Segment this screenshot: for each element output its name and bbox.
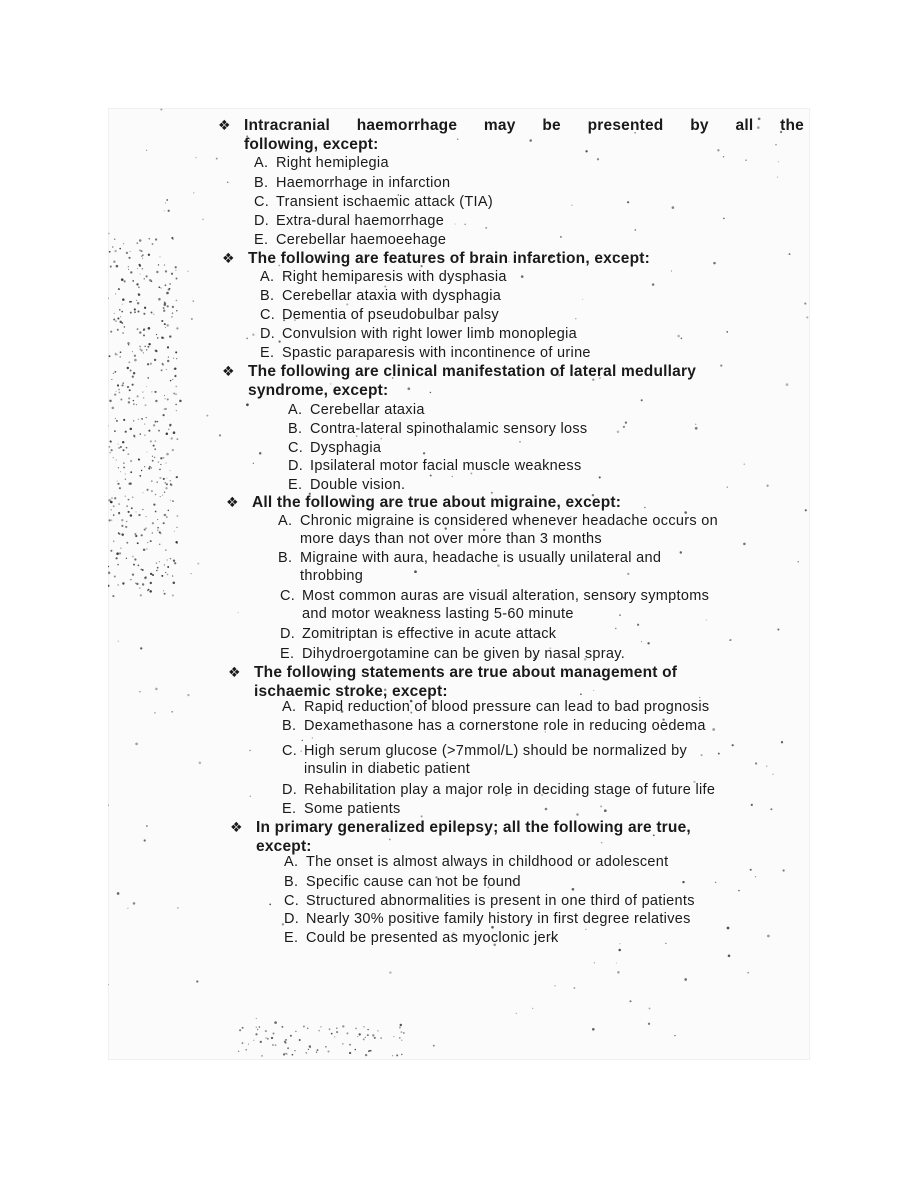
option-letter: E. <box>284 930 299 946</box>
option-letter: B. <box>254 175 269 191</box>
question-1-stem-line-2: following, except: <box>244 136 379 153</box>
question-4-option-d <box>280 625 556 643</box>
question-2 <box>222 249 808 268</box>
option-text: Cerebellar ataxia with dysphagia <box>282 288 502 304</box>
option-letter: A. <box>282 699 297 715</box>
question-5 <box>228 663 794 701</box>
question-5-option-b <box>282 717 706 735</box>
option-text: Some patients <box>304 801 401 817</box>
option-text: Most common auras are visual alteration, sensory symptoms <box>302 588 710 604</box>
option-text-cont: insulin in diabetic patient <box>304 761 471 777</box>
question-6-stem-line-2: except: <box>256 838 312 855</box>
option-letter: A. <box>284 854 299 870</box>
bullet-icon: ❖ <box>222 363 235 379</box>
option-letter: B. <box>278 550 293 566</box>
option-text: Dihydroergotamine can be given by nasal spray. <box>302 646 626 662</box>
question-5-option-a <box>282 698 709 716</box>
option-text: Double vision. <box>310 477 406 493</box>
question-2-stem-line-1: The following are features of brain infarction, except: <box>248 250 651 267</box>
question-4-option-a <box>278 512 718 548</box>
question-6-option-e <box>284 929 559 947</box>
option-text: Zomitriptan is effective in acute attack <box>302 626 557 642</box>
option-text: Could be presented as myoclonic jerk <box>306 930 559 946</box>
option-letter: B. <box>284 874 299 890</box>
option-text: Chronic migraine is considered whenever headache occurs on <box>300 513 718 529</box>
option-text: Right hemiplegia <box>276 155 389 171</box>
question-5-stem-line-1: The following statements are true about management of <box>254 664 678 681</box>
option-letter: A. <box>278 513 293 529</box>
question-4-option-b <box>278 549 661 585</box>
question-4-option-e <box>280 645 625 663</box>
option-text: Nearly 30% positive family history in first degree relatives <box>306 911 691 927</box>
option-text: Haemorrhage in infarction <box>276 175 451 191</box>
option-letter: E. <box>282 801 297 817</box>
option-text: The onset is almost always in childhood or adolescent <box>306 854 669 870</box>
question-4 <box>226 493 802 512</box>
option-letter: B. <box>260 288 275 304</box>
question-1-option-d <box>254 212 444 230</box>
question-3-option-e <box>288 476 405 494</box>
option-letter: C. <box>254 194 270 210</box>
question-1-option-c <box>254 193 493 211</box>
option-text: High serum glucose (>7mmol/L) should be normalized by <box>304 743 688 759</box>
option-letter: A. <box>288 402 303 418</box>
scanned-page <box>108 108 810 1060</box>
option-letter: A. <box>260 269 275 285</box>
question-5-option-d <box>282 781 715 799</box>
option-text: Structured abnormalities is present in one third of patients <box>306 893 695 909</box>
question-6-stem-line-1: In primary generalized epilepsy; all the following are true, <box>256 819 691 836</box>
option-text: Migraine with aura, headache is usually unilateral and <box>300 550 662 566</box>
option-letter: C. <box>282 743 298 759</box>
question-1-option-b <box>254 174 450 192</box>
question-3-stem-line-2: syndrome, except: <box>248 382 389 399</box>
question-1 <box>218 116 804 154</box>
option-letter: E. <box>288 477 303 493</box>
option-letter: D. <box>254 213 270 229</box>
bullet-icon: ❖ <box>230 819 243 835</box>
question-3-stem-line-1: The following are clinical manifestation of lateral medullary <box>248 363 697 380</box>
option-text: Cerebellar ataxia <box>310 402 425 418</box>
question-3-option-a <box>288 401 425 419</box>
option-letter: C. <box>284 893 300 909</box>
question-3-option-c <box>288 439 381 457</box>
option-letter: D. <box>282 782 298 798</box>
question-3-option-b <box>288 420 587 438</box>
option-text-cont: and motor weakness lasting 5-60 minute <box>302 606 574 622</box>
question-4-option-c <box>280 587 709 623</box>
question-6 <box>230 818 796 856</box>
option-letter: C. <box>288 440 304 456</box>
option-text: Rapid reduction of blood pressure can lead to bad prognosis <box>304 699 710 715</box>
question-1-option-a <box>254 154 389 172</box>
question-3-option-d <box>288 457 582 475</box>
question-1-stem-line-1: Intracranial haemorrhage may be presented by all the <box>244 117 804 134</box>
question-1-option-e <box>254 231 446 249</box>
option-text: Rehabilitation play a major role in deciding stage of future life <box>304 782 716 798</box>
option-text: Dysphagia <box>310 440 382 456</box>
question-2-option-d <box>260 325 577 343</box>
bullet-icon: ❖ <box>222 250 235 266</box>
option-letter: E. <box>254 232 269 248</box>
option-letter: B. <box>288 421 303 437</box>
option-letter: E. <box>280 646 295 662</box>
question-2-option-b <box>260 287 501 305</box>
option-letter: D. <box>284 911 300 927</box>
question-6-option-b <box>284 873 521 891</box>
option-text: Specific cause can not be found <box>306 874 521 890</box>
option-letter: D. <box>260 326 276 342</box>
question-5-option-c <box>282 742 687 778</box>
question-2-option-e <box>260 344 591 362</box>
question-4-stem-line-1: All the following are true about migraine, except: <box>252 494 622 511</box>
option-letter: B. <box>282 718 297 734</box>
option-text: Dementia of pseudobulbar palsy <box>282 307 499 323</box>
option-letter: E. <box>260 345 275 361</box>
option-letter: D. <box>288 458 304 474</box>
question-5-stem-line-2: ischaemic stroke, except: <box>254 683 448 700</box>
option-letter: A. <box>254 155 269 171</box>
option-text: Right hemiparesis with dysphasia <box>282 269 507 285</box>
option-text: Extra-dural haemorrhage <box>276 213 445 229</box>
option-text: Transient ischaemic attack (TIA) <box>276 194 493 210</box>
bullet-icon: ❖ <box>228 664 241 680</box>
option-letter: C. <box>260 307 276 323</box>
option-text: Convulsion with right lower limb monoplegia <box>282 326 577 342</box>
question-5-option-e <box>282 800 401 818</box>
bullet-icon: ❖ <box>218 117 231 133</box>
option-text: Ipsilateral motor facial muscle weakness <box>310 458 582 474</box>
question-3 <box>222 362 804 400</box>
option-text: Dexamethasone has a cornerstone role in reducing oedema <box>304 718 706 734</box>
bullet-icon: ❖ <box>226 494 239 510</box>
question-6-option-a <box>284 853 668 871</box>
question-6-option-c <box>284 892 695 910</box>
option-text: Cerebellar haemoeehage <box>276 232 447 248</box>
option-letter: D. <box>280 626 296 642</box>
option-letter: C. <box>280 588 296 604</box>
question-2-option-c <box>260 306 499 324</box>
question-2-option-a <box>260 268 507 286</box>
option-text-cont: throbbing <box>300 568 364 584</box>
option-text: Contra-lateral spinothalamic sensory loss <box>310 421 588 437</box>
question-6-option-d <box>284 910 691 928</box>
option-text-cont: more days than not over more than 3 months <box>300 531 602 547</box>
option-text: Spastic paraparesis with incontinence of urine <box>282 345 591 361</box>
